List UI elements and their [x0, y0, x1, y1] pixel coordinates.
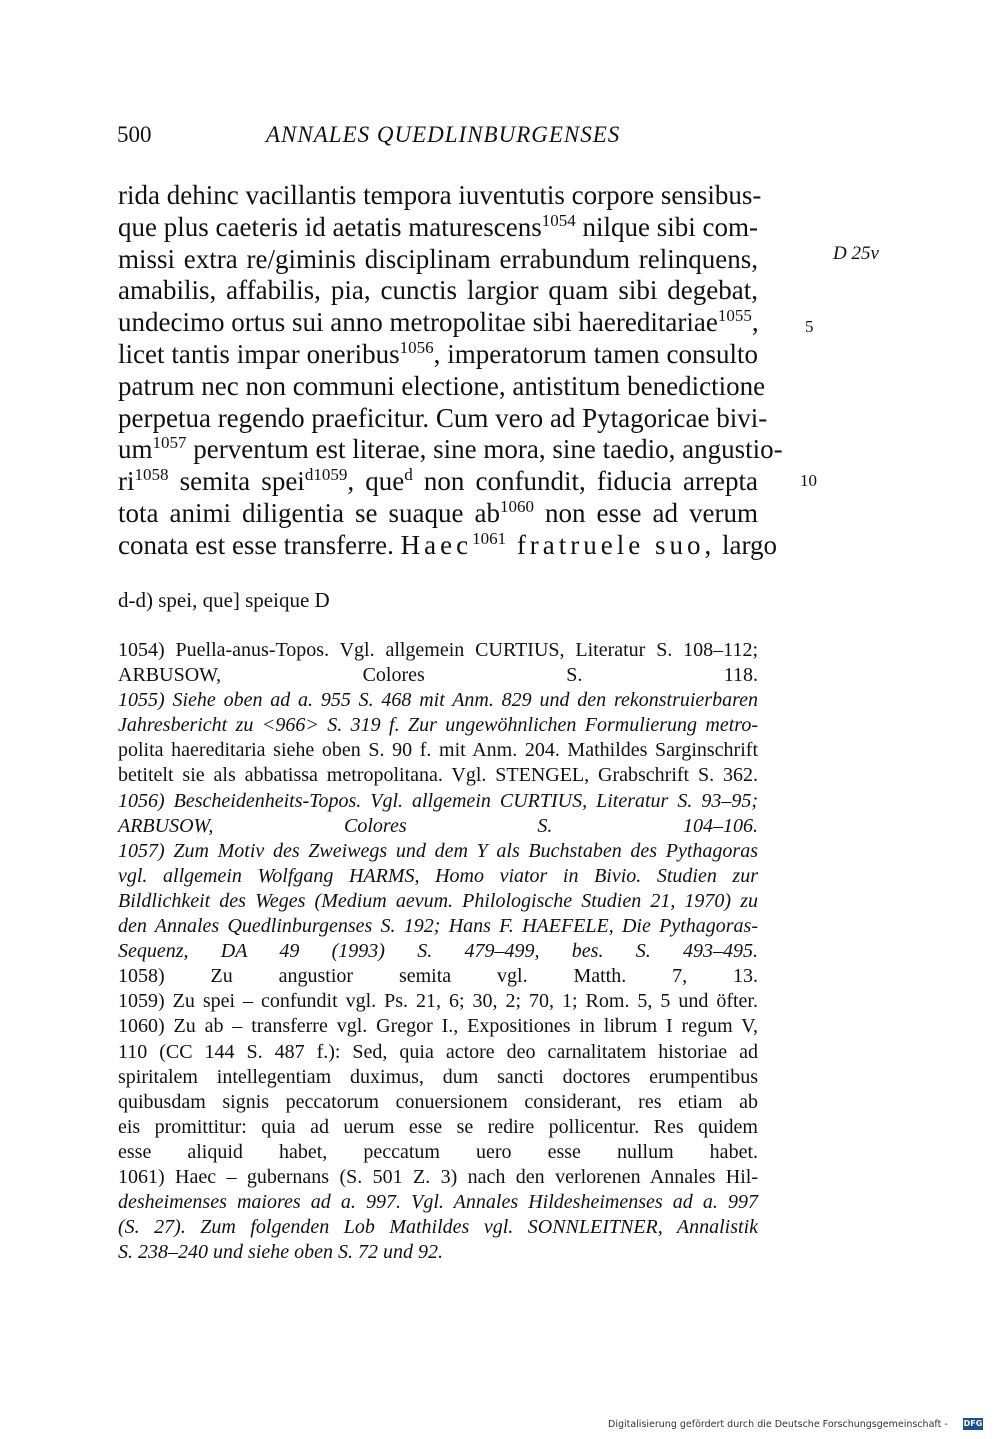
footnote-ref: 1060 — [499, 496, 534, 516]
footnote-line: quibusdam signis peccatorum conuersionem considerant, res etiam ab — [118, 1090, 758, 1113]
footnote-line: S. 238–240 und siehe oben S. 72 und 92. — [118, 1241, 443, 1264]
text-line — [118, 498, 758, 530]
footnote-line: Bildlichkeit des Weges (Medium aevum. Philologische Studien 21, 1970) zu — [118, 889, 758, 912]
digitization-credit: Digitalisierung gefördert durch die Deutsche Forschungsgemeinschaft - — [608, 1419, 948, 1430]
footnote-ref: d1059 — [304, 465, 348, 485]
footnote-line: (S. 27). Zum folgenden Lob Mathildes vgl. SONNLEITNER, Annalistik — [118, 1216, 758, 1239]
text-line — [118, 370, 766, 403]
text-segment: ri — [118, 466, 135, 497]
text-line — [118, 528, 777, 562]
footnote-line: esse aliquid habet, peccatum uero esse nullum habet. — [118, 1140, 758, 1163]
text-line — [118, 466, 758, 498]
footnote-line: 1056) Bescheidenheits-Topos. Vgl. allgemein CURTIUS, Literatur S. 93–95; — [118, 789, 758, 812]
footnote-line: 1055) Siehe oben ad a. 955 S. 468 mit Anm. 829 und den rekonstruierbaren — [118, 689, 758, 712]
text-line — [118, 307, 758, 339]
footnote-line: Sequenz, DA 49 (1993) S. 479–499, bes. S. 493–495. — [118, 940, 758, 963]
footnote-line: 1059) Zu spei – confundit vgl. Ps. 21, 6; 30, 2; 70, 1; Rom. 5, 5 und öfter. — [118, 990, 758, 1013]
text-line — [118, 402, 768, 435]
text-segment: missi extra re/giminis disciplinam errabundum relinquens, — [118, 243, 758, 274]
footnote-ref: 1054 — [541, 210, 576, 230]
margin-folio-note: D 25v — [833, 243, 879, 264]
dfg-logo: DFG — [963, 1419, 983, 1428]
text-segment: patrum nec non communi electione, antistitum benedictione — [118, 370, 766, 401]
footnote-line: eis promittitur: quia ad uerum esse se redire pollicentur. Res quidem — [118, 1115, 758, 1138]
text-segment: tota animi diligentia se suaque ab — [118, 497, 500, 528]
footnote-line: desheimenses maiores ad a. 997. Vgl. Annales Hildesheimenses ad a. 997 — [118, 1191, 758, 1214]
footnote-ref: 1056 — [399, 337, 434, 357]
critical-apparatus: d-d) spei, que] speique D — [118, 588, 330, 612]
footnote-ref: 1058 — [134, 465, 169, 485]
text-segment: , — [751, 307, 759, 338]
text-segment: undecimo ortus sui anno metropolitae sibi haereditariae — [118, 307, 718, 338]
line-number-10: 10 — [800, 471, 817, 490]
footnote-line: ARBUSOW, Colores S. 118. — [118, 664, 758, 687]
text-line — [118, 275, 758, 307]
footnote-line: 1057) Zum Motiv des Zweiwegs und dem Y als Buchstaben des Pythagoras — [118, 839, 758, 862]
text-segment: largo — [715, 529, 777, 560]
text-segment: perpetua regendo praeficitur. Cum vero ad Pytagoricae bivi- — [118, 402, 768, 433]
text-segment: nilque sibi com- — [575, 211, 758, 242]
text-segment: licet tantis impar oneribus — [118, 338, 400, 369]
text-segment: , que — [347, 466, 405, 497]
footnote-line: 1054) Puella-anus-Topos. Vgl. allgemein CURTIUS, Literatur S. 108–112; — [118, 639, 758, 661]
spaced-text: fratruele suo, — [506, 529, 716, 560]
footnote-line: 1061) Haec – gubernans (S. 501 Z. 3) nach den verlorenen Annales Hil- — [118, 1165, 758, 1188]
footnote-line: Jahresbericht zu <966> S. 319 f. Zur ungewöhnlichen Formulierung metro- — [118, 714, 758, 737]
text-segment: semita spei — [168, 466, 305, 497]
footnote-line: polita haereditaria siehe oben S. 90 f. mit Anm. 204. Mathildes Sarginschrift — [118, 739, 758, 762]
footnotes — [118, 638, 758, 1265]
footnote-line: ARBUSOW, Colores S. 104–106. — [118, 814, 758, 837]
text-line — [118, 180, 762, 212]
footnote-line: vgl. allgemein Wolfgang HARMS, Homo viator in Bivio. Studien zur — [118, 864, 758, 887]
text-segment: perventum est literae, sine mora, sine taedio, angustio- — [186, 434, 783, 465]
text-segment: rida dehinc vacillantis tempora iuventutis corpore sensibus- — [118, 180, 762, 210]
spaced-text: Haec — [400, 529, 473, 560]
text-segment: , imperatorum tamen consulto — [433, 338, 758, 369]
text-line — [118, 212, 758, 244]
main-text — [118, 180, 783, 562]
text-segment: um — [118, 434, 153, 465]
footnote-ref: 1057 — [152, 433, 187, 453]
text-segment: non confundit, fiducia arrepta — [412, 466, 758, 497]
text-line — [118, 339, 758, 371]
footnote-line: den Annales Quedlinburgenses S. 192; Hans F. HAEFELE, Die Pythagoras- — [118, 915, 758, 938]
footnote-ref: 1061 — [472, 528, 507, 548]
footnote-line: 1060) Zu ab – transferre vgl. Gregor I., Expositiones in librum I regum V, — [118, 1015, 758, 1038]
page-number: 500 — [117, 122, 152, 147]
footnote-line: 1058) Zu angustior semita vgl. Matth. 7, 13. — [118, 965, 758, 988]
text-segment: non esse ad verum — [533, 497, 758, 528]
text-segment: amabilis, affabilis, pia, cunctis largior quam sibi degebat, — [118, 275, 758, 306]
footnote-ref: 1055 — [717, 306, 752, 326]
text-segment: que plus caeteris id aetatis maturescens — [118, 211, 542, 242]
text-line — [118, 433, 783, 466]
footnote-ref: d — [404, 465, 413, 485]
footnote-line: betitelt sie als abbatissa metropolitana. Vgl. STENGEL, Grabschrift S. 362. — [118, 764, 758, 787]
footnote-line: spiritalem intellegentiam duximus, dum sancti doctores erumpentibus — [118, 1065, 758, 1088]
text-segment: conata est esse transferre. — [118, 529, 401, 560]
footnote-line: 110 (CC 144 S. 487 f.): Sed, quia actore deo carnalitatem historiae ad — [118, 1040, 758, 1063]
text-line — [118, 244, 758, 276]
line-number-5: 5 — [805, 317, 814, 336]
running-title: ANNALES QUEDLINBURGENSES — [266, 122, 621, 147]
